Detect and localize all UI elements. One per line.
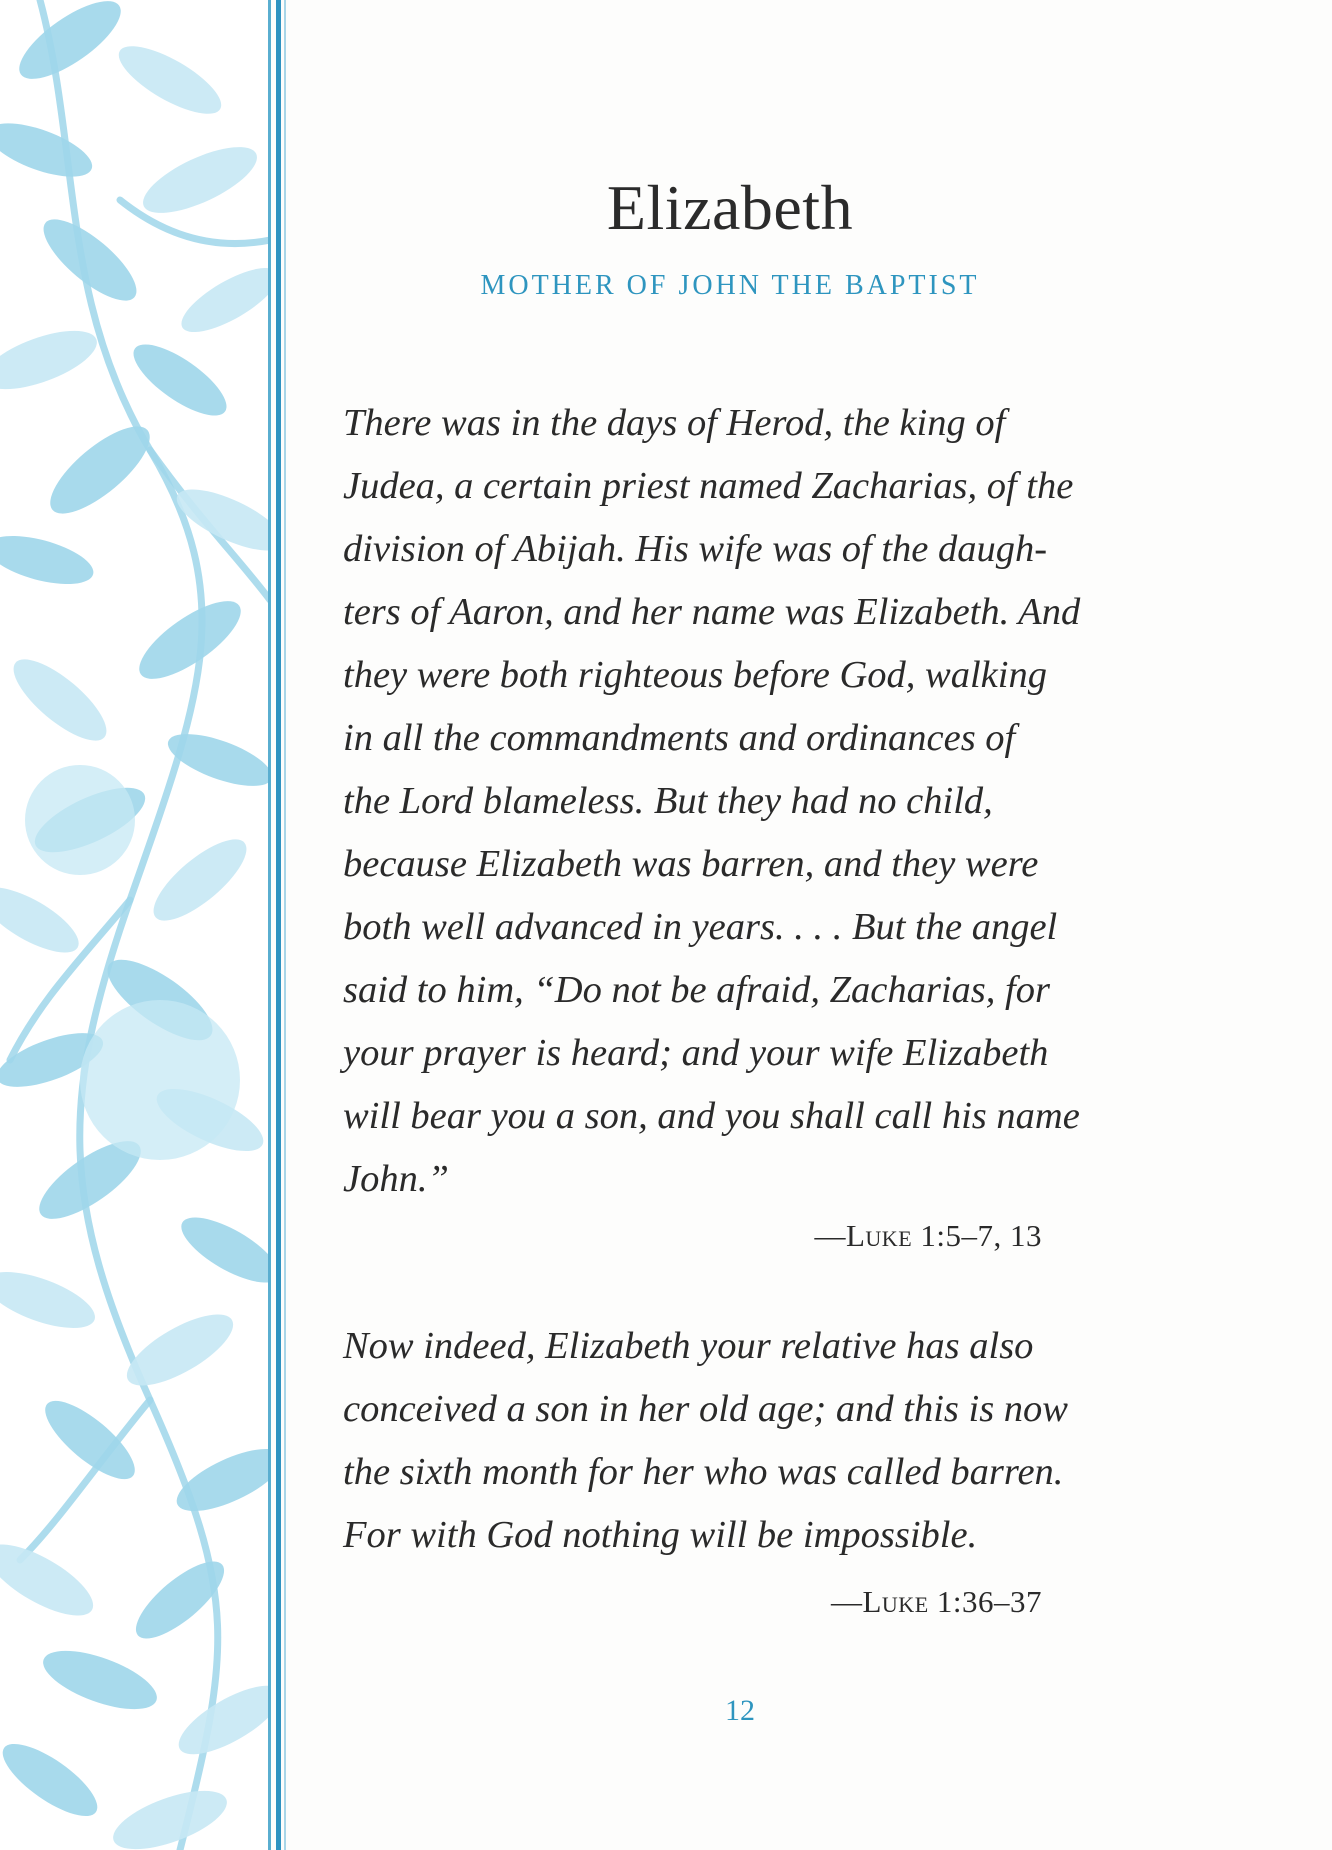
passage-line: conceived a son in her old age; and this is now [343, 1388, 1068, 1430]
scripture-passage [343, 392, 1133, 1211]
passage-line: your prayer is heard; and your wife Elizabeth [343, 1032, 1049, 1074]
passage-line: There was in the days of Herod, the king of [343, 402, 1006, 444]
passage-line: in all the commandments and ordinances of [343, 717, 1016, 759]
border-rule-main [276, 0, 281, 1850]
border-rule-light [284, 0, 286, 1850]
passage-line: Judea, a certain priest named Zacharias, of the [343, 465, 1074, 507]
passage-line: ters of Aaron, and her name was Elizabeth. And [343, 591, 1081, 633]
page-subtitle: MOTHER OF JOHN THE BAPTIST [480, 270, 980, 301]
passage-line: Now indeed, Elizabeth your relative has also [343, 1325, 1034, 1367]
passage-line: both well advanced in years. . . . But the angel [343, 906, 1058, 948]
scripture-citation: —Luke 1:5–7, 13 [814, 1218, 1042, 1253]
page-number: 12 [725, 1694, 755, 1727]
passage-line: John.” [343, 1158, 449, 1200]
scripture-passage [343, 1315, 1133, 1567]
page-title: Elizabeth [606, 172, 854, 243]
passage-line: said to him, “Do not be afraid, Zacharias, for [343, 969, 1050, 1011]
passage-line: the sixth month for her who was called barren. [343, 1451, 1064, 1493]
botanical-leaf-pattern-icon [0, 0, 270, 1850]
passage-line: because Elizabeth was barren, and they were [343, 843, 1039, 885]
passage-line: the Lord blameless. But they had no child, [343, 780, 993, 822]
passage-line: division of Abijah. His wife was of the daugh- [343, 528, 1048, 570]
scripture-citation: —Luke 1:36–37 [830, 1584, 1042, 1619]
passage-line: will bear you a son, and you shall call his name [343, 1095, 1080, 1137]
passage-line: they were both righteous before God, walking [343, 654, 1047, 696]
border-rule-thin [268, 0, 271, 1850]
passage-line: For with God nothing will be impossible. [343, 1514, 978, 1556]
decorative-side-panel [0, 0, 270, 1850]
